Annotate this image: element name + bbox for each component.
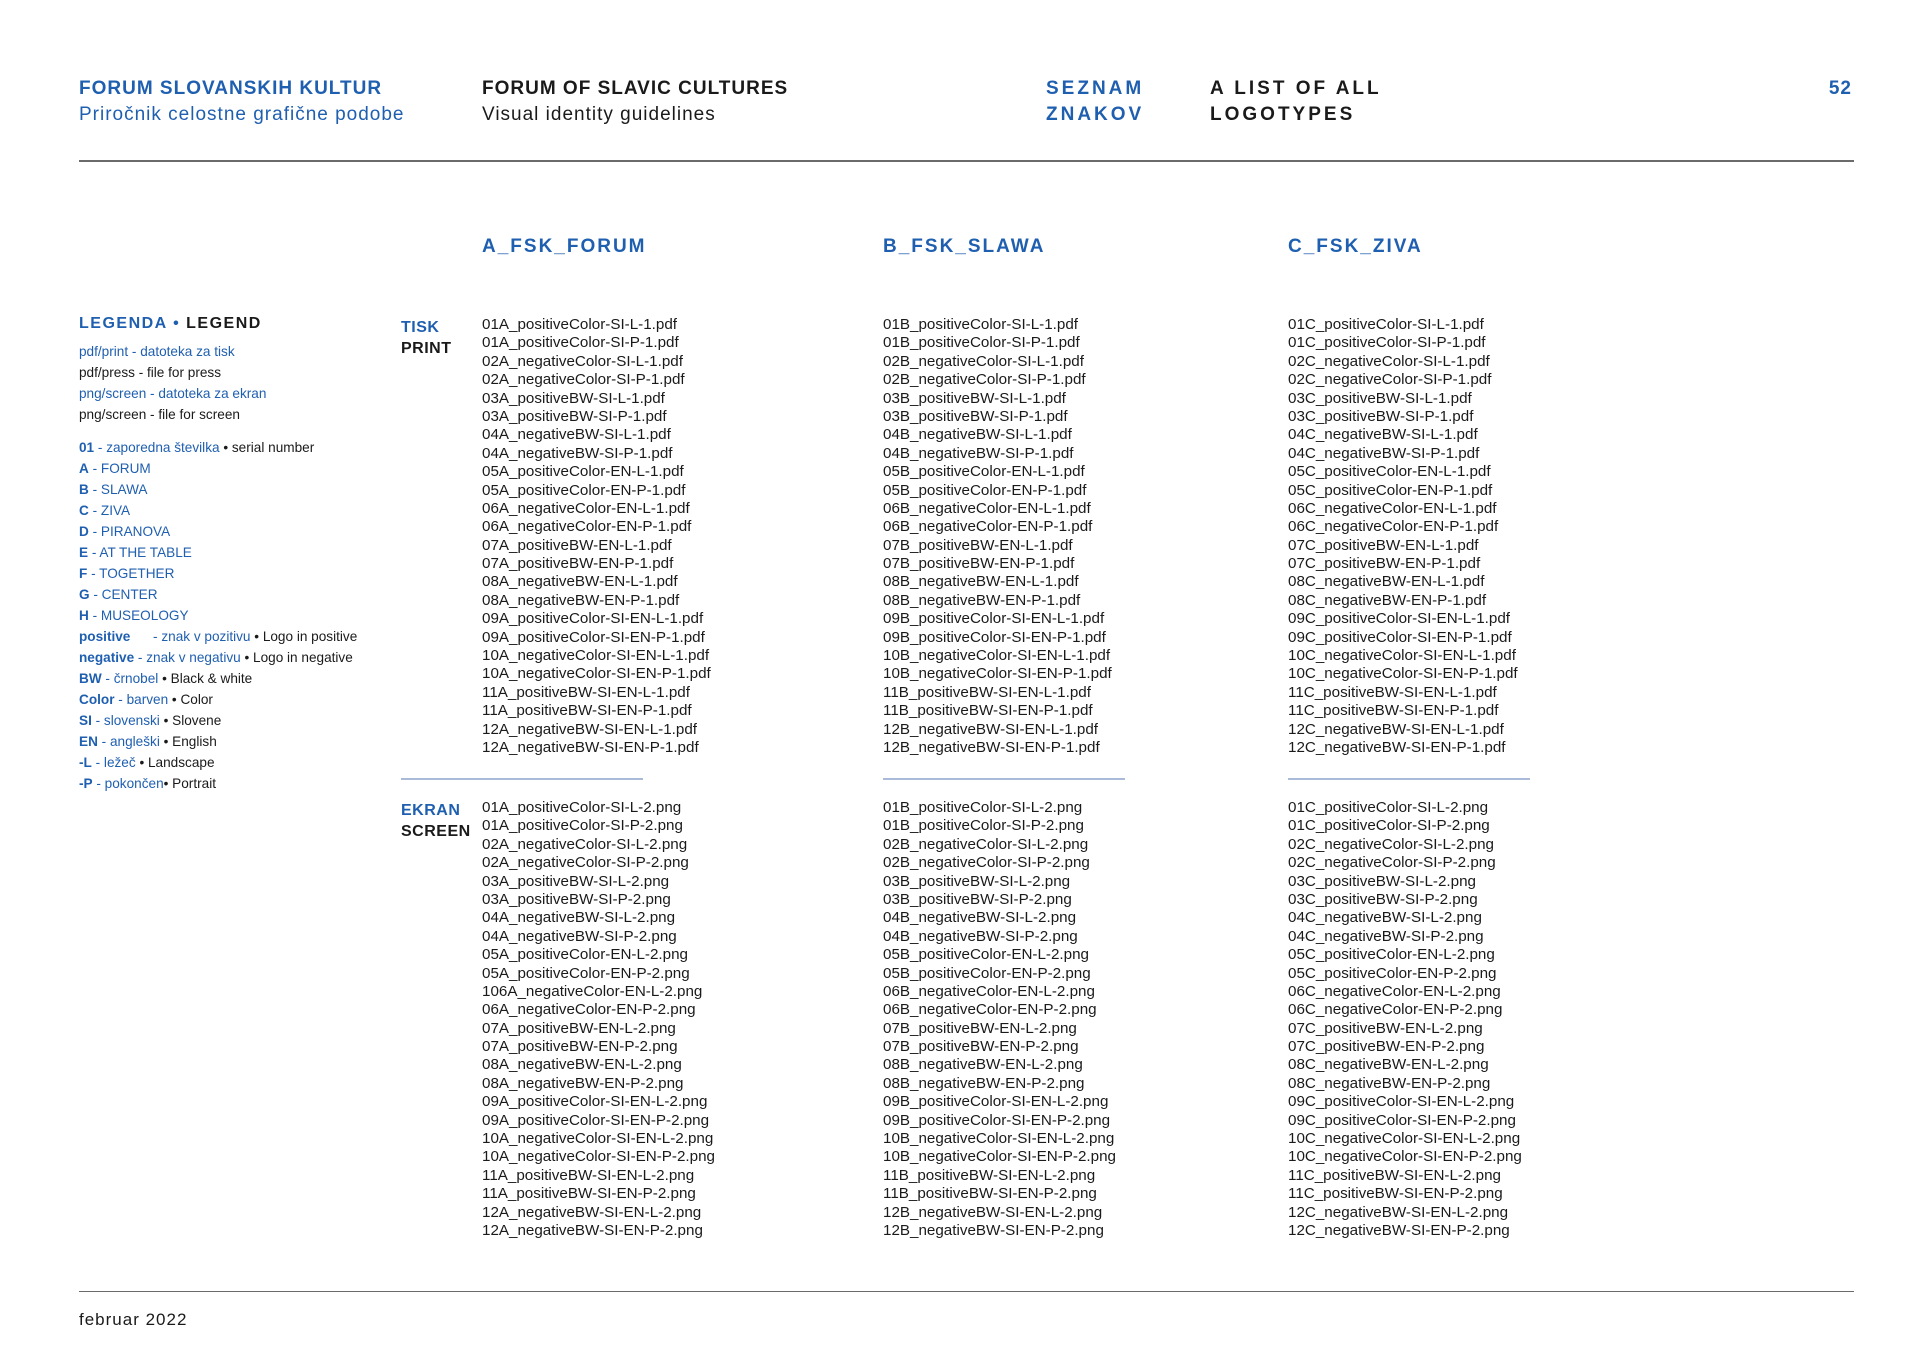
print-file-item: 05B_positiveColor-EN-P-1.pdf bbox=[883, 481, 1087, 499]
print-file-item: 05B_positiveColor-EN-L-1.pdf bbox=[883, 463, 1085, 481]
legend-item-si: - ZIVA bbox=[88, 503, 131, 518]
print-file-item: 04B_negativeBW-SI-P-1.pdf bbox=[883, 444, 1074, 462]
screen-file-item: 06A_negativeColor-EN-P-2.png bbox=[482, 1001, 696, 1019]
legend-item-si: - MUSEOLOGY bbox=[88, 608, 189, 623]
screen-file-item: 03C_positiveBW-SI-P-2.png bbox=[1288, 890, 1478, 908]
header-org-si bbox=[79, 76, 405, 128]
legend-item bbox=[79, 563, 409, 584]
header-org-en bbox=[482, 76, 788, 128]
print-file-item: 02A_negativeColor-SI-L-1.pdf bbox=[482, 352, 683, 370]
print-file-item: 05A_positiveColor-EN-P-1.pdf bbox=[482, 481, 686, 499]
screen-file-item: 09A_positiveColor-SI-EN-L-2.png bbox=[482, 1093, 708, 1111]
legend-item-si: - angleški bbox=[97, 734, 160, 749]
screen-file-item: 01C_positiveColor-SI-P-2.png bbox=[1288, 817, 1490, 835]
print-file-item: 10C_negativeColor-SI-EN-L-1.pdf bbox=[1288, 647, 1516, 665]
screen-file-item: 07B_positiveBW-EN-L-2.png bbox=[883, 1019, 1077, 1037]
print-file-item: 11C_positiveBW-SI-EN-L-1.pdf bbox=[1288, 683, 1497, 701]
screen-file-item: 06B_negativeColor-EN-L-2.png bbox=[883, 982, 1095, 1000]
screen-file-item: 04B_negativeBW-SI-P-2.png bbox=[883, 927, 1078, 945]
screen-file-item: 08A_negativeBW-EN-P-2.png bbox=[482, 1074, 684, 1092]
print-file-item: 06A_negativeColor-EN-L-1.pdf bbox=[482, 499, 690, 517]
print-file-item: 10B_negativeColor-SI-EN-P-1.pdf bbox=[883, 665, 1112, 683]
print-file-item: 07B_positiveBW-EN-L-1.pdf bbox=[883, 536, 1073, 554]
print-file-item: 06A_negativeColor-EN-P-1.pdf bbox=[482, 518, 692, 536]
legend-item-si: - TOGETHER bbox=[87, 566, 175, 581]
print-file-item: 11A_positiveBW-SI-EN-P-1.pdf bbox=[482, 702, 692, 720]
print-file-item: 08B_negativeBW-EN-L-1.pdf bbox=[883, 573, 1079, 591]
legend-title-en: LEGEND bbox=[186, 315, 262, 332]
footer-date: februar 2022 bbox=[79, 1310, 188, 1329]
legend-item-en: • serial number bbox=[219, 440, 315, 455]
print-file-item: 01C_positiveColor-SI-L-1.pdf bbox=[1288, 316, 1484, 333]
print-file-item: 10C_negativeColor-SI-EN-P-1.pdf bbox=[1288, 665, 1518, 683]
print-file-item: 05A_positiveColor-EN-L-1.pdf bbox=[482, 463, 684, 481]
screen-file-item: 04A_negativeBW-SI-P-2.png bbox=[482, 927, 677, 945]
print-file-item: 03B_positiveBW-SI-P-1.pdf bbox=[883, 407, 1068, 425]
legend-item-key: EN bbox=[79, 734, 98, 749]
legend-item-key: B bbox=[79, 482, 89, 497]
legend-item-en: • Logo in negative bbox=[240, 650, 353, 665]
screen-file-item: 11C_positiveBW-SI-EN-P-2.png bbox=[1288, 1185, 1503, 1203]
section-label-screen-en: SCREEN bbox=[401, 823, 471, 840]
screen-file-item: 05C_positiveColor-EN-L-2.png bbox=[1288, 946, 1495, 964]
print-file-item: 04B_negativeBW-SI-L-1.pdf bbox=[883, 426, 1072, 444]
legend-item-si: - pokončen bbox=[92, 776, 164, 791]
print-file-list-forum bbox=[482, 316, 711, 757]
legend bbox=[79, 315, 409, 794]
screen-file-item: 05B_positiveColor-EN-P-2.png bbox=[883, 964, 1091, 982]
print-file-item: 09A_positiveColor-SI-EN-L-1.pdf bbox=[482, 610, 704, 628]
screen-file-item: 01C_positiveColor-SI-L-2.png bbox=[1288, 799, 1489, 816]
legend-pdf-press: pdf/press - file for press bbox=[79, 365, 222, 380]
legend-item-en: • Logo in positive bbox=[250, 629, 358, 644]
print-file-item: 08C_negativeBW-EN-L-1.pdf bbox=[1288, 573, 1485, 591]
print-file-item: 10B_negativeColor-SI-EN-L-1.pdf bbox=[883, 647, 1111, 665]
print-file-item: 03C_positiveBW-SI-L-1.pdf bbox=[1288, 389, 1472, 407]
print-file-item: 04A_negativeBW-SI-L-1.pdf bbox=[482, 426, 671, 444]
legend-item-key: -P bbox=[79, 776, 93, 791]
legend-item-key: BW bbox=[79, 671, 102, 686]
screen-file-item: 02A_negativeColor-SI-L-2.png bbox=[482, 835, 688, 853]
print-file-item: 07C_positiveBW-EN-L-1.pdf bbox=[1288, 536, 1479, 554]
screen-file-item: 07A_positiveBW-EN-L-2.png bbox=[482, 1019, 676, 1037]
legend-item-en: • Slovene bbox=[159, 713, 222, 728]
print-file-list-ziva bbox=[1288, 316, 1518, 757]
screen-file-item: 04A_negativeBW-SI-L-2.png bbox=[482, 909, 676, 927]
print-file-item: 01A_positiveColor-SI-L-1.pdf bbox=[482, 316, 678, 333]
screen-file-item: 09B_positiveColor-SI-EN-L-2.png bbox=[883, 1093, 1109, 1111]
screen-file-item: 11A_positiveBW-SI-EN-P-2.png bbox=[482, 1185, 696, 1203]
print-file-item: 04A_negativeBW-SI-P-1.pdf bbox=[482, 444, 673, 462]
legend-item-si: - znak v negativu bbox=[134, 650, 241, 665]
column-title-forum: A_FSK_FORUM bbox=[482, 236, 647, 257]
print-file-item: 08B_negativeBW-EN-P-1.pdf bbox=[883, 591, 1081, 609]
legend-item-en: • English bbox=[159, 734, 217, 749]
print-file-item: 01B_positiveColor-SI-L-1.pdf bbox=[883, 316, 1079, 333]
guidelines-title-si: Priročnik celostne grafične podobe bbox=[79, 104, 405, 125]
legend-png-screen-si: png/screen - datoteka za ekran bbox=[79, 386, 267, 401]
print-file-item: 01A_positiveColor-SI-P-1.pdf bbox=[482, 334, 679, 352]
legend-item-key: negative bbox=[79, 650, 135, 665]
org-name-en: FORUM OF SLAVIC CULTURES bbox=[482, 78, 789, 99]
screen-file-item: 01B_positiveColor-SI-P-2.png bbox=[883, 817, 1084, 835]
screen-file-item: 12A_negativeBW-SI-EN-L-2.png bbox=[482, 1203, 702, 1221]
screen-file-item: 05A_positiveColor-EN-P-2.png bbox=[482, 964, 690, 982]
screen-file-item: 12C_negativeBW-SI-EN-P-2.png bbox=[1288, 1221, 1510, 1239]
screen-file-item: 12A_negativeBW-SI-EN-P-2.png bbox=[482, 1221, 703, 1239]
screen-file-item: 08B_negativeBW-EN-P-2.png bbox=[883, 1074, 1085, 1092]
legend-item-si: - zaporedna številka bbox=[94, 440, 220, 455]
screen-file-item: 03A_positiveBW-SI-L-2.png bbox=[482, 872, 670, 890]
legend-pdf-print: pdf/print - datoteka za tisk bbox=[79, 344, 235, 359]
legend-item-key: E bbox=[79, 545, 89, 560]
print-file-item: 02C_negativeColor-SI-L-1.pdf bbox=[1288, 352, 1490, 370]
column-title-slawa: B_FSK_SLAWA bbox=[883, 236, 1046, 257]
print-file-item: 06C_negativeColor-EN-L-1.pdf bbox=[1288, 499, 1497, 517]
screen-file-item: 11C_positiveBW-SI-EN-L-2.png bbox=[1288, 1166, 1501, 1184]
print-file-item: 02A_negativeColor-SI-P-1.pdf bbox=[482, 371, 685, 389]
guidelines-title-en: Visual identity guidelines bbox=[482, 104, 716, 125]
legend-item-key: Color bbox=[79, 692, 115, 707]
print-file-list-slawa bbox=[883, 316, 1112, 757]
section-divider-forum bbox=[401, 778, 643, 780]
section-title-en-line1: A LIST OF ALL bbox=[1210, 78, 1382, 99]
print-file-item: 07B_positiveBW-EN-P-1.pdf bbox=[883, 555, 1075, 573]
section-divider-ziva bbox=[1288, 778, 1530, 780]
screen-file-item: 02B_negativeColor-SI-L-2.png bbox=[883, 835, 1089, 853]
screen-file-item: 04C_negativeBW-SI-P-2.png bbox=[1288, 927, 1484, 945]
screen-file-item: 11B_positiveBW-SI-EN-P-2.png bbox=[883, 1185, 1097, 1203]
screen-file-item: 06B_negativeColor-EN-P-2.png bbox=[883, 1001, 1097, 1019]
legend-item-si: - CENTER bbox=[89, 587, 158, 602]
screen-file-list-ziva bbox=[1288, 799, 1522, 1240]
print-file-item: 02C_negativeColor-SI-P-1.pdf bbox=[1288, 371, 1492, 389]
print-file-item: 11A_positiveBW-SI-EN-L-1.pdf bbox=[482, 683, 690, 701]
screen-file-item: 106A_negativeColor-EN-L-2.png bbox=[482, 982, 703, 1000]
print-file-item: 11C_positiveBW-SI-EN-P-1.pdf bbox=[1288, 702, 1499, 720]
legend-item-si: - znak v pozitivu bbox=[130, 629, 251, 644]
screen-file-item: 12B_negativeBW-SI-EN-P-2.png bbox=[883, 1221, 1104, 1239]
screen-file-item: 01A_positiveColor-SI-L-2.png bbox=[482, 799, 682, 816]
print-file-item: 12C_negativeBW-SI-EN-P-1.pdf bbox=[1288, 738, 1506, 756]
screen-file-item: 12C_negativeBW-SI-EN-L-2.png bbox=[1288, 1203, 1509, 1221]
screen-file-item: 03A_positiveBW-SI-P-2.png bbox=[482, 890, 671, 908]
legend-item-si: - črnobel bbox=[101, 671, 159, 686]
legend-item-key: G bbox=[79, 587, 90, 602]
screen-file-item: 03C_positiveBW-SI-L-2.png bbox=[1288, 872, 1476, 890]
legend-item-key: A bbox=[79, 461, 89, 476]
print-file-item: 10A_negativeColor-SI-EN-L-1.pdf bbox=[482, 647, 710, 665]
screen-file-item: 09B_positiveColor-SI-EN-P-2.png bbox=[883, 1111, 1111, 1129]
print-file-item: 12B_negativeBW-SI-EN-L-1.pdf bbox=[883, 720, 1098, 738]
legend-item-en: • Color bbox=[168, 692, 213, 707]
print-file-item: 09C_positiveColor-SI-EN-P-1.pdf bbox=[1288, 628, 1512, 646]
screen-file-item: 08C_negativeBW-EN-L-2.png bbox=[1288, 1056, 1489, 1074]
screen-file-item: 02C_negativeColor-SI-P-2.png bbox=[1288, 854, 1496, 872]
screen-file-item: 11A_positiveBW-SI-EN-L-2.png bbox=[482, 1166, 695, 1184]
screen-file-item: 08C_negativeBW-EN-P-2.png bbox=[1288, 1074, 1491, 1092]
legend-items bbox=[79, 437, 409, 794]
print-file-item: 12A_negativeBW-SI-EN-L-1.pdf bbox=[482, 720, 697, 738]
screen-file-item: 10C_negativeColor-SI-EN-L-2.png bbox=[1288, 1130, 1521, 1148]
screen-file-item: 02B_negativeColor-SI-P-2.png bbox=[883, 854, 1090, 872]
legend-item bbox=[79, 605, 409, 626]
legend-item-key: positive bbox=[79, 629, 131, 644]
legend-item-en: • Black & white bbox=[158, 671, 253, 686]
screen-file-item: 09C_positiveColor-SI-EN-P-2.png bbox=[1288, 1111, 1516, 1129]
screen-file-item: 06C_negativeColor-EN-L-2.png bbox=[1288, 982, 1501, 1000]
print-file-item: 12A_negativeBW-SI-EN-P-1.pdf bbox=[482, 738, 699, 756]
screen-file-item: 10A_negativeColor-SI-EN-P-2.png bbox=[482, 1148, 715, 1166]
print-file-item: 07A_positiveBW-EN-L-1.pdf bbox=[482, 536, 672, 554]
legend-title-si: LEGENDA bbox=[79, 315, 168, 332]
section-label-screen-si: EKRAN bbox=[401, 802, 461, 819]
legend-item-si: - PIRANOVA bbox=[88, 524, 171, 539]
screen-file-item: 07A_positiveBW-EN-P-2.png bbox=[482, 1038, 678, 1056]
legend-item-key: F bbox=[79, 566, 88, 581]
legend-item bbox=[79, 542, 409, 563]
print-file-item: 07A_positiveBW-EN-P-1.pdf bbox=[482, 555, 674, 573]
screen-file-item: 10B_negativeColor-SI-EN-L-2.png bbox=[883, 1130, 1115, 1148]
screen-file-item: 06C_negativeColor-EN-P-2.png bbox=[1288, 1001, 1503, 1019]
section-title-si-line1: SEZNAM bbox=[1046, 78, 1145, 99]
print-file-item: 09A_positiveColor-SI-EN-P-1.pdf bbox=[482, 628, 705, 646]
legend-item-en: • Landscape bbox=[135, 755, 215, 770]
print-file-item: 11B_positiveBW-SI-EN-P-1.pdf bbox=[883, 702, 1093, 720]
screen-file-item: 10A_negativeColor-SI-EN-L-2.png bbox=[482, 1130, 714, 1148]
legend-item-si: - SLAWA bbox=[88, 482, 148, 497]
print-file-item: 03A_positiveBW-SI-P-1.pdf bbox=[482, 407, 667, 425]
screen-file-item: 08B_negativeBW-EN-L-2.png bbox=[883, 1056, 1083, 1074]
print-file-item: 08C_negativeBW-EN-P-1.pdf bbox=[1288, 591, 1487, 609]
column-title-ziva: C_FSK_ZIVA bbox=[1288, 236, 1423, 257]
screen-file-list-forum bbox=[482, 799, 715, 1240]
legend-item-key: -L bbox=[79, 755, 92, 770]
section-label-print-en: PRINT bbox=[401, 340, 452, 357]
print-file-item: 08A_negativeBW-EN-P-1.pdf bbox=[482, 591, 680, 609]
print-file-item: 09B_positiveColor-SI-EN-L-1.pdf bbox=[883, 610, 1105, 628]
footer-divider bbox=[79, 1291, 1854, 1292]
legend-item-si: - AT THE TABLE bbox=[88, 545, 192, 560]
legend-item-key: D bbox=[79, 524, 89, 539]
legend-item-key: 01 bbox=[79, 440, 95, 455]
print-file-item: 05C_positiveColor-EN-L-1.pdf bbox=[1288, 463, 1491, 481]
screen-file-item: 08A_negativeBW-EN-L-2.png bbox=[482, 1056, 682, 1074]
print-file-item: 12B_negativeBW-SI-EN-P-1.pdf bbox=[883, 738, 1100, 756]
legend-title-separator: • bbox=[173, 315, 181, 332]
section-label-print-si: TISK bbox=[401, 319, 440, 336]
screen-file-item: 05C_positiveColor-EN-P-2.png bbox=[1288, 964, 1497, 982]
legend-item-key: C bbox=[79, 503, 89, 518]
screen-file-item: 07C_positiveBW-EN-L-2.png bbox=[1288, 1019, 1483, 1037]
legend-item bbox=[79, 626, 409, 647]
screen-file-item: 09C_positiveColor-SI-EN-L-2.png bbox=[1288, 1093, 1515, 1111]
screen-file-item: 01B_positiveColor-SI-L-2.png bbox=[883, 799, 1083, 816]
print-file-item: 03B_positiveBW-SI-L-1.pdf bbox=[883, 389, 1066, 407]
screen-file-item: 01A_positiveColor-SI-P-2.png bbox=[482, 817, 683, 835]
screen-file-item: 10B_negativeColor-SI-EN-P-2.png bbox=[883, 1148, 1116, 1166]
screen-file-item: 05A_positiveColor-EN-L-2.png bbox=[482, 946, 688, 964]
print-file-item: 06B_negativeColor-EN-L-1.pdf bbox=[883, 499, 1091, 517]
legend-item-si: - slovenski bbox=[91, 713, 160, 728]
section-title-en-line2: LOGOTYPES bbox=[1210, 104, 1356, 125]
section-title-en bbox=[1210, 76, 1382, 128]
print-file-item: 06B_negativeColor-EN-P-1.pdf bbox=[883, 518, 1093, 536]
print-file-item: 07C_positiveBW-EN-P-1.pdf bbox=[1288, 555, 1481, 573]
print-file-item: 08A_negativeBW-EN-L-1.pdf bbox=[482, 573, 678, 591]
screen-file-item: 03B_positiveBW-SI-L-2.png bbox=[883, 872, 1071, 890]
section-label-screen bbox=[401, 800, 471, 842]
screen-file-item: 09A_positiveColor-SI-EN-P-2.png bbox=[482, 1111, 710, 1129]
legend-item bbox=[79, 500, 409, 521]
section-label-print bbox=[401, 317, 452, 359]
print-file-item: 02B_negativeColor-SI-P-1.pdf bbox=[883, 371, 1086, 389]
header-divider bbox=[79, 160, 1854, 162]
legend-item bbox=[79, 731, 409, 752]
legend-item-si: - barven bbox=[114, 692, 169, 707]
print-file-item: 04C_negativeBW-SI-L-1.pdf bbox=[1288, 426, 1478, 444]
section-title-si-line2: ZNAKOV bbox=[1046, 104, 1145, 125]
screen-file-item: 10C_negativeColor-SI-EN-P-2.png bbox=[1288, 1148, 1522, 1166]
screen-file-item: 07B_positiveBW-EN-P-2.png bbox=[883, 1038, 1079, 1056]
print-file-item: 10A_negativeColor-SI-EN-P-1.pdf bbox=[482, 665, 711, 683]
section-divider-slawa bbox=[883, 778, 1125, 780]
print-file-item: 04C_negativeBW-SI-P-1.pdf bbox=[1288, 444, 1480, 462]
legend-item-en: • Portrait bbox=[163, 776, 216, 791]
screen-file-item: 05B_positiveColor-EN-L-2.png bbox=[883, 946, 1089, 964]
legend-item bbox=[79, 584, 409, 605]
legend-item bbox=[79, 437, 409, 458]
print-file-item: 09C_positiveColor-SI-EN-L-1.pdf bbox=[1288, 610, 1510, 628]
legend-item-key: SI bbox=[79, 713, 92, 728]
print-file-item: 12C_negativeBW-SI-EN-L-1.pdf bbox=[1288, 720, 1504, 738]
legend-item bbox=[79, 773, 409, 794]
print-file-item: 03C_positiveBW-SI-P-1.pdf bbox=[1288, 407, 1474, 425]
legend-item-si: - ležeč bbox=[91, 755, 136, 770]
print-file-item: 01C_positiveColor-SI-P-1.pdf bbox=[1288, 334, 1486, 352]
screen-file-item: 04C_negativeBW-SI-L-2.png bbox=[1288, 909, 1482, 927]
print-file-item: 01B_positiveColor-SI-P-1.pdf bbox=[883, 334, 1080, 352]
org-name-si: FORUM SLOVANSKIH KULTUR bbox=[79, 78, 383, 99]
screen-file-item: 12B_negativeBW-SI-EN-L-2.png bbox=[883, 1203, 1103, 1221]
page-number: 52 bbox=[1828, 78, 1852, 99]
screen-file-item: 02C_negativeColor-SI-L-2.png bbox=[1288, 835, 1494, 853]
screen-file-list-slawa bbox=[883, 799, 1116, 1240]
legend-item bbox=[79, 668, 409, 689]
print-file-item: 09B_positiveColor-SI-EN-P-1.pdf bbox=[883, 628, 1106, 646]
legend-item-si: - FORUM bbox=[88, 461, 151, 476]
legend-item bbox=[79, 647, 409, 668]
screen-file-item: 11B_positiveBW-SI-EN-L-2.png bbox=[883, 1166, 1096, 1184]
legend-item bbox=[79, 479, 409, 500]
section-title-si bbox=[1046, 76, 1144, 128]
print-file-item: 03A_positiveBW-SI-L-1.pdf bbox=[482, 389, 665, 407]
legend-item bbox=[79, 458, 409, 479]
print-file-item: 02B_negativeColor-SI-L-1.pdf bbox=[883, 352, 1084, 370]
legend-item-key: H bbox=[79, 608, 89, 623]
print-file-item: 05C_positiveColor-EN-P-1.pdf bbox=[1288, 481, 1493, 499]
legend-png-screen-en: png/screen - file for screen bbox=[79, 407, 240, 422]
legend-title bbox=[79, 315, 409, 333]
print-file-item: 11B_positiveBW-SI-EN-L-1.pdf bbox=[883, 683, 1091, 701]
legend-item bbox=[79, 752, 409, 773]
legend-item bbox=[79, 710, 409, 731]
screen-file-item: 03B_positiveBW-SI-P-2.png bbox=[883, 890, 1072, 908]
screen-file-item: 02A_negativeColor-SI-P-2.png bbox=[482, 854, 689, 872]
legend-item bbox=[79, 521, 409, 542]
print-file-item: 06C_negativeColor-EN-P-1.pdf bbox=[1288, 518, 1499, 536]
screen-file-item: 04B_negativeBW-SI-L-2.png bbox=[883, 909, 1077, 927]
screen-file-item: 07C_positiveBW-EN-P-2.png bbox=[1288, 1038, 1485, 1056]
legend-item bbox=[79, 689, 409, 710]
